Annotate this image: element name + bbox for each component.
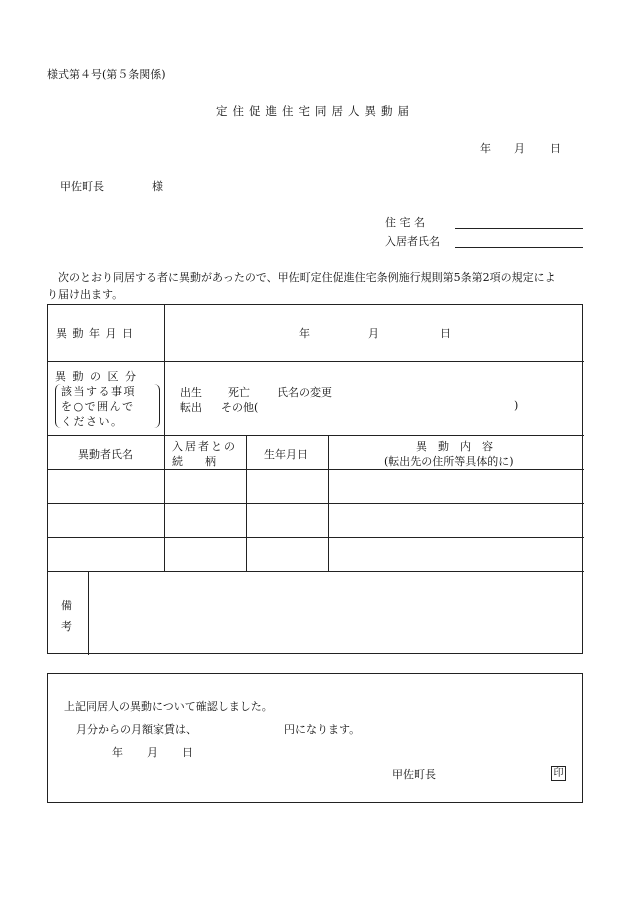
change-type-note-1: 該当する事項: [61, 385, 136, 398]
change-date-month[interactable]: 月: [368, 327, 379, 340]
confirmation-date-year: 年: [112, 746, 123, 759]
header-date-day: 日: [550, 142, 561, 155]
column-header-name: 異動者氏名: [78, 448, 133, 461]
option-birth[interactable]: 出生: [180, 386, 202, 399]
table-rule: [328, 435, 329, 571]
confirmation-box: [47, 673, 583, 803]
addressee-name: 甲佐町長: [60, 180, 104, 193]
table-rule: [246, 435, 247, 571]
column-header-content-1: 異 動 内 容: [416, 440, 493, 453]
change-date-label: 異 動 年 月 日: [56, 327, 134, 340]
option-name-change[interactable]: 氏名の変更: [277, 386, 332, 399]
change-date-year[interactable]: 年: [299, 327, 310, 340]
confirmation-date-day: 日: [182, 746, 193, 759]
table-rule: [48, 435, 584, 436]
intro-line-2: り届け出ます。: [47, 288, 124, 301]
table-rule: [88, 571, 89, 655]
option-move-out[interactable]: 転出: [180, 401, 202, 414]
option-other[interactable]: その他(: [221, 401, 259, 414]
change-date-day[interactable]: 日: [440, 327, 451, 340]
column-header-relation-1: 入居者との: [172, 440, 237, 453]
option-death[interactable]: 死亡: [228, 386, 250, 399]
form-number: 様式第４号(第５条関係): [47, 68, 166, 81]
page-title: 定住促進住宅同居人異動届: [216, 104, 414, 118]
rent-prefix: 月分からの月額家賃は、: [76, 723, 197, 736]
table-rule: [48, 571, 584, 572]
column-header-relation-2: 続 柄: [172, 455, 216, 468]
remarks-label-1: 備: [61, 599, 72, 612]
remarks-field[interactable]: [94, 577, 578, 651]
column-header-content-2: (転出先の住所等具体的に): [384, 455, 514, 468]
remarks-label-2: 考: [61, 620, 72, 633]
resident-name-field[interactable]: [455, 247, 583, 248]
change-type-label: 異 動 の 区 分: [55, 370, 138, 383]
table-rule: [48, 361, 584, 362]
header-date-year: 年: [480, 142, 491, 155]
house-name-field[interactable]: [455, 228, 583, 229]
intro-text: [47, 268, 587, 305]
change-type-note-3: ください。: [61, 415, 124, 428]
rent-suffix: 円になります。: [284, 723, 361, 736]
table-rule: [48, 503, 584, 504]
column-header-birthdate: 生年月日: [264, 448, 308, 461]
confirmation-text: 上記同居人の異動について確認しました。: [64, 700, 273, 713]
house-name-label: 住 宅 名: [385, 216, 425, 229]
confirmation-date-month: 月: [147, 746, 158, 759]
table-rule: [48, 537, 584, 538]
option-other-close: ): [514, 399, 519, 412]
change-type-note-2: を○で囲んで: [61, 400, 135, 413]
intro-line-1: 次のとおり同居する者に異動があったので、甲佐町定住促進住宅条例施行規則第5条第2項の規定によ: [58, 271, 556, 284]
addressee-honorific: 様: [152, 180, 163, 193]
table-rule: [48, 469, 584, 470]
header-date-month: 月: [514, 142, 525, 155]
signer-name: 甲佐町長: [392, 768, 436, 781]
change-table: [47, 304, 583, 654]
resident-name-label: 入居者氏名: [385, 235, 440, 248]
seal-mark: 印: [551, 766, 566, 781]
table-rule: [164, 305, 165, 571]
